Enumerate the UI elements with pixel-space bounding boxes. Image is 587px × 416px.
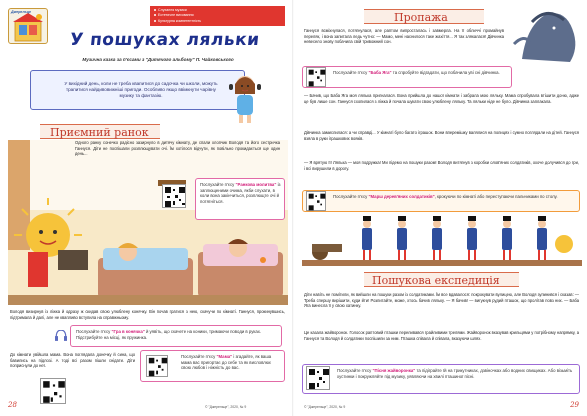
footer-copyright: © "Джерельце", 2020, № 9: [205, 404, 247, 409]
qr-code-pattern: [41, 379, 67, 405]
morning-room-illustration: [8, 140, 288, 305]
listening-task-box: [302, 364, 580, 394]
footer-copyright: © "Джерельце", 2020, № 9: [304, 404, 346, 409]
intro-text: У вихідний день, коли не треба квапитися до садочка чи школи, можуть трапитися найдивовижніші пригоди. Особливо якщо ввімкнути чарівну музику та фантазію.: [64, 81, 218, 99]
section-title-expedition: Пошукова експедиція: [372, 274, 500, 287]
piece-title: "Ранкова молитва": [235, 182, 277, 187]
rubric-item: Культурна компетентність: [154, 19, 281, 24]
section-title-loss: Пропажа: [394, 11, 448, 24]
page-number: 28: [8, 401, 17, 410]
listening-task-box: [302, 190, 580, 212]
piece-title: "Марш дерев'яних солдатиків": [368, 194, 435, 199]
paragraph: Діти навіть не помітили, як вийшли на пошуки разом із солдатиками. Їм все вдавалося: покрокувати вулицею, але Володя зупинився і сказав: — Треба спершу вирішити, куди йти! Розпитайте, може, хтось бачив ляльку. — Я бачив! — вигукнув рудий пташок, що пролітав повз них. — Баба Яга винесла її у свою хатинку.: [304, 292, 579, 309]
paragraph: Ганнуся всміхнулася, потягнулася, але раптом випросталась і завмерла. На її обличчі промайнув переляк, і вона запитала ледь чутно: — Мамо, мені наснилося таке жахіття... Я так злякалася! Дівчинка невесело знову побачила свій тривожний сон.: [304, 28, 504, 45]
article-subtitle: Музична казка за п'єсами з "Дитячого альбому" П. Чайковського: [82, 57, 234, 62]
qr-code-pattern: [307, 192, 327, 212]
listening-task-text: Послухайте п'єсу "Пісня жайворонка" та підіграйте їй на трикутниках, дзвіночках або водних свищиках. Або візьміть хустинки і покружляйте під музику, уявляючи на хвилі пташиної пісні.: [337, 368, 573, 379]
rubric-item: Естетичне виховання: [154, 13, 281, 18]
paragraph: — Бачив, що Баба Яга моя лялька пригналася. Вона прийшла до нашої кімнати і забрала мою ляльку. Мама спробувала втішити доню, адже це був лише сон. Ганнуся схопилася з ліжка й почала шукати свою улюблену ляльку. Та ляльки ніде не було. Дівчинка заплакала.: [304, 93, 579, 104]
piece-title: "Мама": [216, 354, 233, 359]
paragraph: Одного ранку сонечко радісно зазирнуло в дитячу кімнату, де спали хлопчик Володя та його сестричка Ганнуся. Діти не поспішали розплющувати очі. Їм хотілося відчути, як повільно прокидається ще один день...: [75, 140, 280, 157]
qr-code[interactable]: [306, 191, 326, 211]
qr-code[interactable]: [162, 184, 186, 208]
paragraph: — Я врятую її! Лялька — моя подружка! Ми підемо на пошуки разом! Володя витягнув з коробки олов'яних солдатиків, охоче долучився до гри, і всі вирушили в дорогу.: [304, 160, 579, 171]
paragraph: Це казала жайворонок. Голосок раптовий пташки переливався грайливими трелями. Жайворонок вказував крильцями у потрібному напрямку, а Ганнуся та Володя й солдатики поспішили за ним. Пташка співала й співала, вказуючи шлях.: [304, 330, 579, 341]
paragraph: Дівчинка замислилася: а чи справді... У кімнаті було багато іграшок. Вони вперемішку валялися на полицях і сумно поглядали на дітей. Ганнуся взяла в руки іграшкових вояків.: [304, 130, 579, 141]
piece-title: "Пісня жайворонка": [372, 368, 416, 373]
right-page: [294, 0, 587, 416]
rubric-item: Слухання музики: [154, 8, 281, 13]
qr-code[interactable]: [146, 355, 168, 377]
listening-task-box: [302, 66, 512, 88]
magazine-logo: [8, 8, 48, 44]
headphones-icon: [55, 330, 67, 341]
girl-illustration: [225, 72, 265, 124]
section-title-morning: Приємний ранок: [50, 126, 149, 139]
rubric-box: [150, 6, 285, 26]
listening-task-text: Послухайте п'єсу "Ранкова молитва" із заплющеними очима, якби слухати, в коли вона закінчиться, розплющте очі й потягніться.: [200, 182, 281, 204]
listening-task-text: Послухайте п'єсу "Марш дерев'яних солдатиків", крокуючи по кімнаті або переступаючи пальчиками по столу.: [333, 194, 558, 199]
left-page: [0, 0, 293, 416]
listening-task-text: Послухайте п'єсу "Мама" і згадайте, як ваша мама вас пригортає до себе та як висловлює свою любов і ніжність до вас.: [181, 354, 272, 371]
piece-title: "Баба Яга": [368, 70, 392, 75]
qr-code-pattern: [147, 356, 169, 378]
qr-code[interactable]: [306, 67, 326, 87]
paragraph: До кімнати увійшла мама. Вона поглядала донечку й сина, що бавились на підлозі. А тоді всі разом пішли снідати. Діти поприснули до неї.: [10, 352, 135, 369]
listening-task-box: [195, 178, 285, 220]
qr-code-pattern: [163, 185, 187, 209]
qr-code-pattern: [307, 68, 327, 88]
qr-code[interactable]: [306, 366, 330, 390]
listening-task-text: Послухайте п'єсу "Гра в конячка" й уявіть, що скачете на коники, тримаючи поводи в руках. Підстрибуйте на місці, як пружинка.: [76, 329, 262, 340]
listening-task-text: Послухайте п'єсу "Баба Яга" та спробуйте відгадати, що побачила уві сні дівчинка.: [333, 70, 500, 75]
magazine-logo-text: Джерельце: [11, 10, 32, 14]
page-number: 29: [570, 401, 579, 410]
listening-task-box: [70, 325, 282, 347]
qr-code-pattern: [307, 367, 331, 391]
intro-box: [30, 70, 245, 110]
baba-yaga-illustration: [512, 4, 582, 64]
qr-code[interactable]: [40, 378, 66, 404]
article-title: У пошуках ляльки: [69, 30, 261, 50]
paragraph: Володя визирнув із ліжка й одразу ж скидав свою улюблену конячку. Він почав гратися з нею, скачучи по кімнаті. Ганнуся, прокинувшись, підтримала й далі, але не квапливо вступила на справжньому.: [10, 309, 285, 320]
toy-soldiers-illustration: [302, 214, 582, 272]
piece-title: "Гра в конячка": [111, 329, 145, 334]
